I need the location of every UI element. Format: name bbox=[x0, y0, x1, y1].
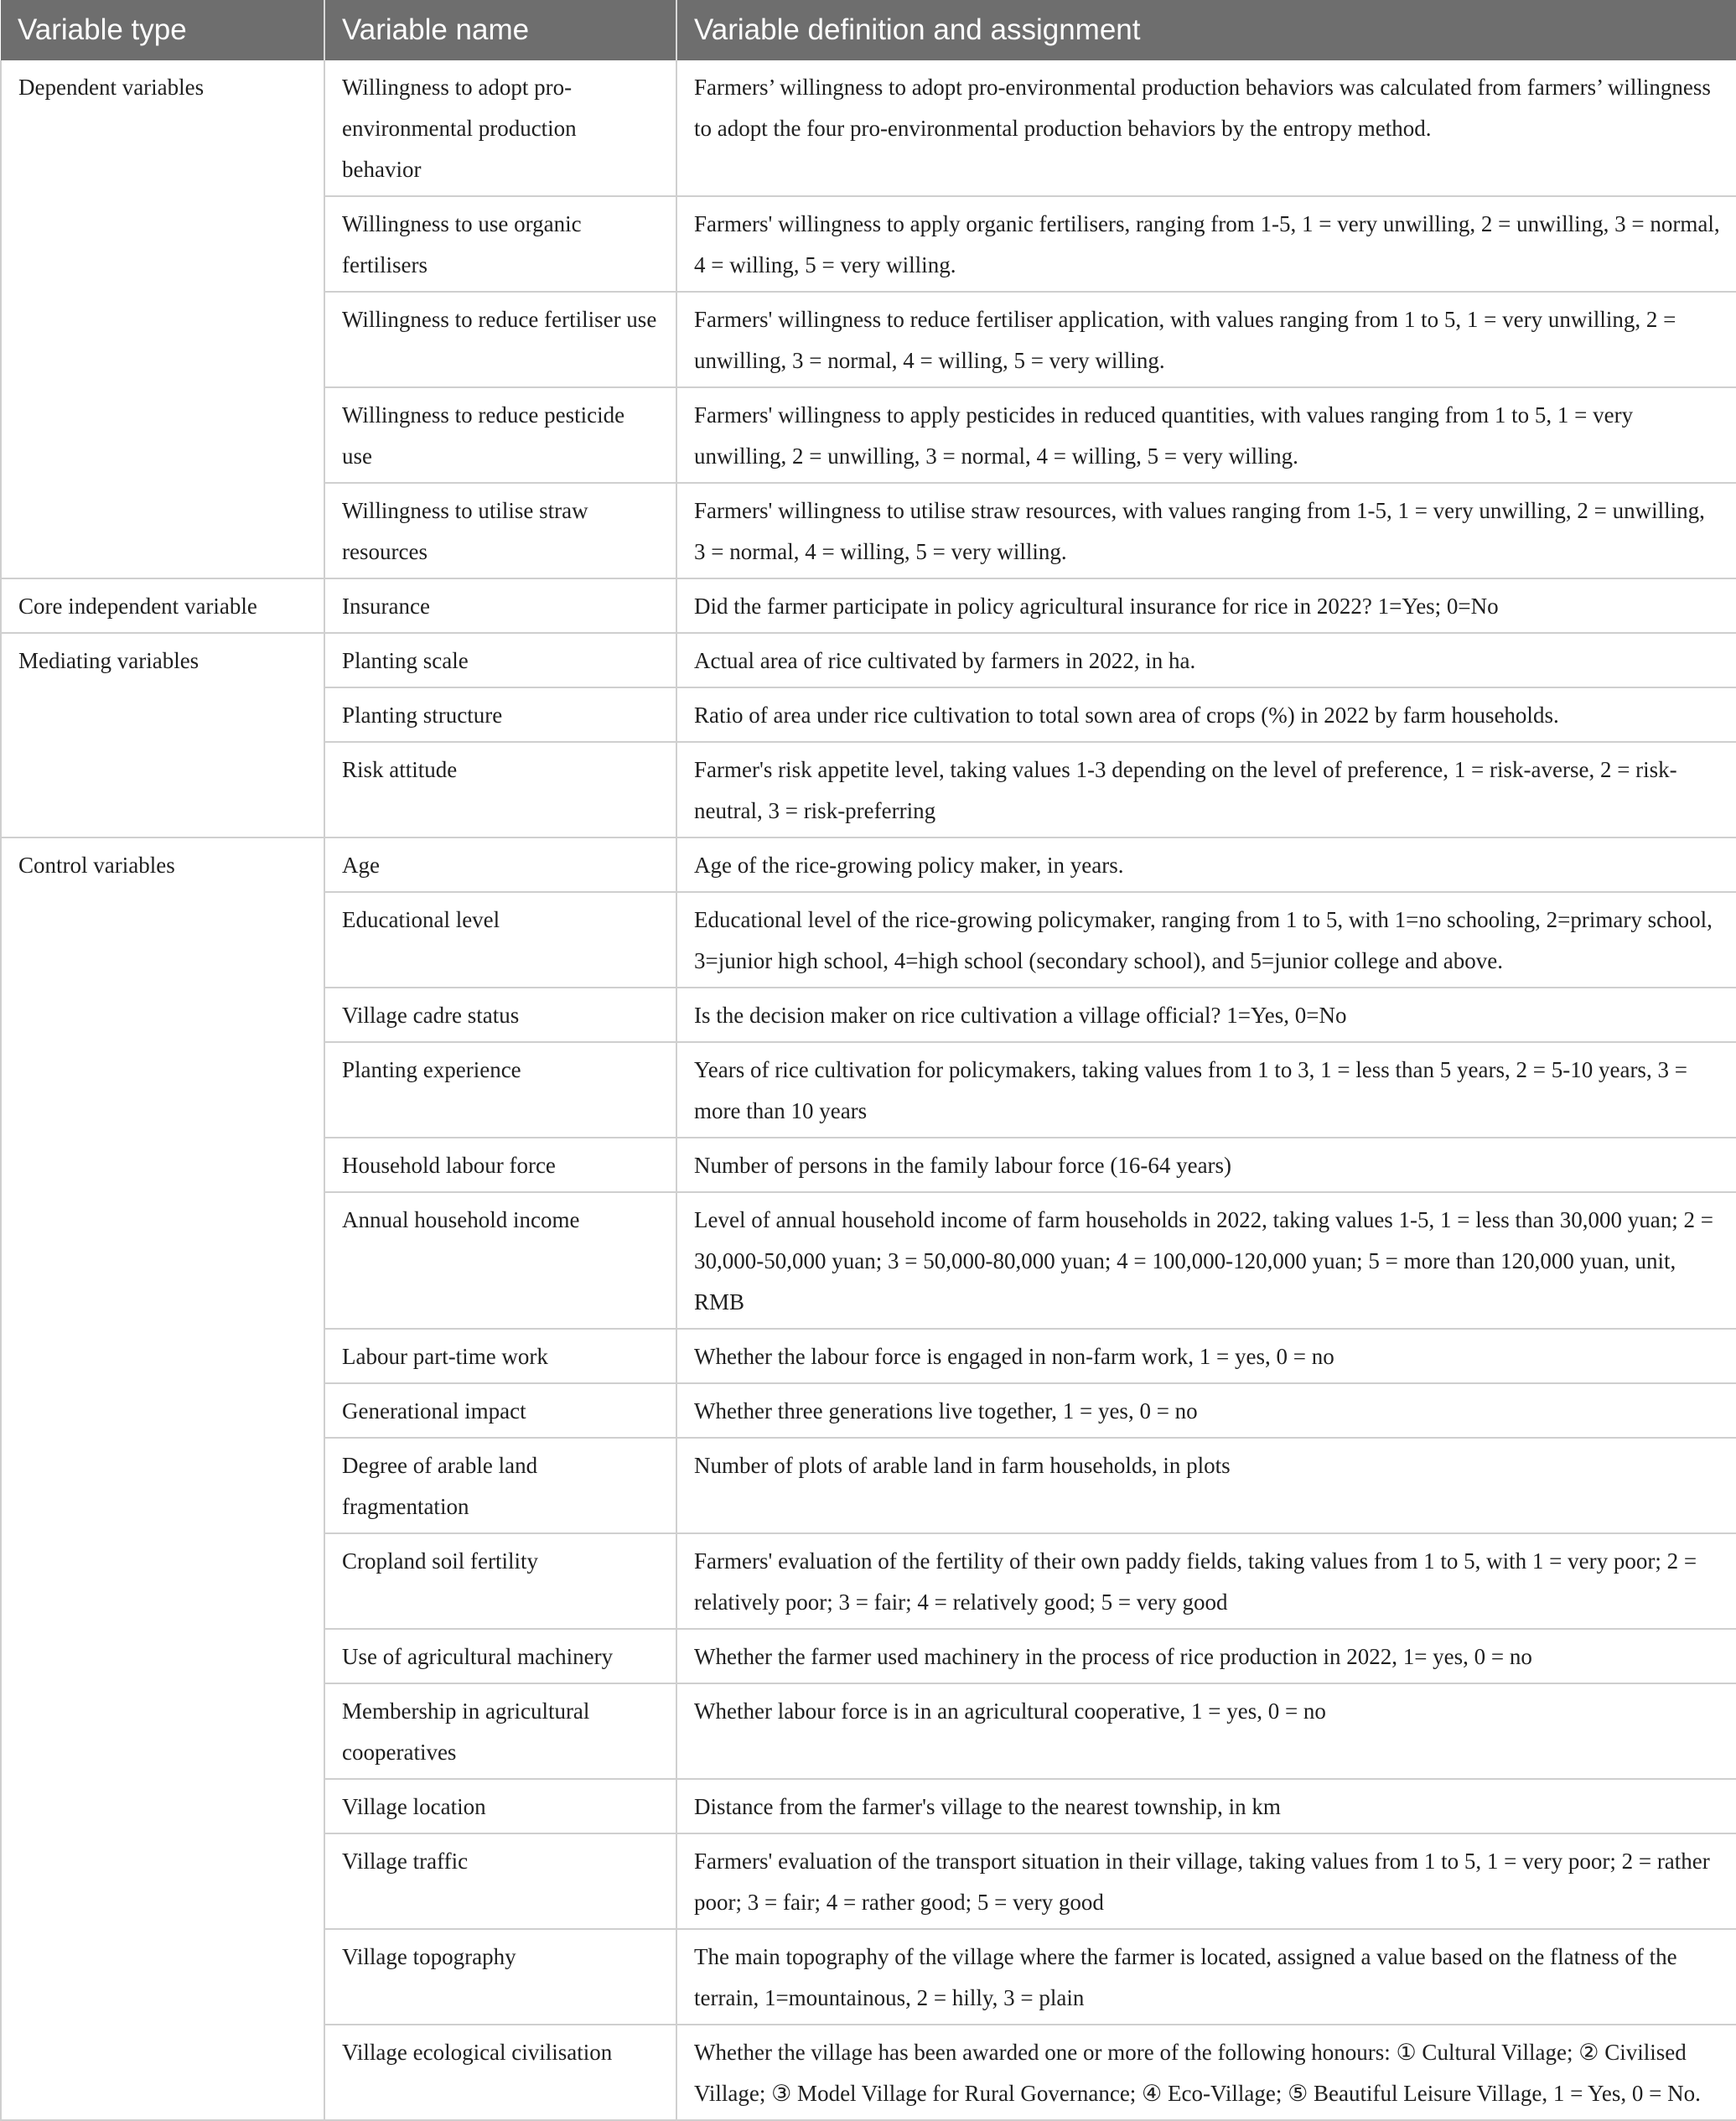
variable-definition-cell: Is the decision maker on rice cultivation a village official? 1=Yes, 0=No bbox=[676, 988, 1736, 1042]
table-row bbox=[1, 838, 1736, 892]
variable-definition-cell: Farmer's risk appetite level, taking values 1-3 depending on the level of preference, 1 = risk-averse, 2 = risk-neutral, 3 = risk-preferring bbox=[676, 742, 1736, 838]
variable-definition-cell: Level of annual household income of farm households in 2022, taking values 1-5, 1 = less than 30,000 yuan; 2 = 30,000-50,000 yuan; 3 = 50,000-80,000 yuan; 4 = 100,000-120,000 yuan; 5 = more than 120,000 yuan, unit, RMB bbox=[676, 1192, 1736, 1329]
header-variable-type: Variable type bbox=[1, 0, 324, 60]
variable-name-cell: Planting scale bbox=[324, 633, 676, 687]
variable-definition-cell: Number of persons in the family labour force (16-64 years) bbox=[676, 1138, 1736, 1192]
variable-definition-cell: Did the farmer participate in policy agricultural insurance for rice in 2022? 1=Yes; 0=No bbox=[676, 578, 1736, 633]
variable-name-cell: Educational level bbox=[324, 892, 676, 988]
variable-type-cell: Dependent variables bbox=[1, 60, 324, 578]
variable-name-cell: Generational impact bbox=[324, 1383, 676, 1438]
variable-name-cell: Willingness to use organic fertilisers bbox=[324, 196, 676, 292]
table-row bbox=[1, 633, 1736, 687]
variable-definition-cell: Whether the village has been awarded one or more of the following honours: ① Cultural Village; ② Civilised Village; ③ Model Village for Rural Governance; ④ Eco-Village; ⑤ Beautiful Leisure Village, 1 = Yes, 0 = No. bbox=[676, 2025, 1736, 2120]
variable-type-cell: Control variables bbox=[1, 838, 324, 2120]
variable-definition-cell: Years of rice cultivation for policymakers, taking values from 1 to 3, 1 = less than 5 years, 2 = 5-10 years, 3 = more than 10 years bbox=[676, 1042, 1736, 1138]
variable-definition-cell: Farmers' willingness to apply organic fertilisers, ranging from 1-5, 1 = very unwilling, 2 = unwilling, 3 = normal, 4 = willing, 5 = very willing. bbox=[676, 196, 1736, 292]
variable-definition-cell: Distance from the farmer's village to the nearest township, in km bbox=[676, 1779, 1736, 1833]
variable-type-cell: Mediating variables bbox=[1, 633, 324, 838]
variable-name-cell: Willingness to adopt pro-environmental production behavior bbox=[324, 60, 676, 196]
variable-name-cell: Village traffic bbox=[324, 1833, 676, 1929]
table-row bbox=[1, 578, 1736, 633]
variable-definition-cell: Whether the farmer used machinery in the process of rice production in 2022, 1= yes, 0 = no bbox=[676, 1629, 1736, 1683]
variable-name-cell: Annual household income bbox=[324, 1192, 676, 1329]
variable-definition-cell: Ratio of area under rice cultivation to total sown area of crops (%) in 2022 by farm households. bbox=[676, 687, 1736, 742]
variable-type-cell: Core independent variable bbox=[1, 578, 324, 633]
variable-definition-cell: Educational level of the rice-growing policymaker, ranging from 1 to 5, with 1=no schooling, 2=primary school, 3=junior high school, 4=high school (secondary school), and 5=junior college and above. bbox=[676, 892, 1736, 988]
variable-definition-cell: The main topography of the village where the farmer is located, assigned a value based on the flatness of the terrain, 1=mountainous, 2 = hilly, 3 = plain bbox=[676, 1929, 1736, 2025]
variable-definition-cell: Actual area of rice cultivated by farmers in 2022, in ha. bbox=[676, 633, 1736, 687]
variable-definition-cell: Farmers' willingness to utilise straw resources, with values ranging from 1-5, 1 = very unwilling, 2 = unwilling, 3 = normal, 4 = willing, 5 = very willing. bbox=[676, 483, 1736, 578]
variable-name-cell: Cropland soil fertility bbox=[324, 1533, 676, 1629]
variable-name-cell: Degree of arable land fragmentation bbox=[324, 1438, 676, 1533]
variable-name-cell: Membership in agricultural cooperatives bbox=[324, 1683, 676, 1779]
variable-definition-cell: Number of plots of arable land in farm households, in plots bbox=[676, 1438, 1736, 1533]
variable-definition-cell: Whether labour force is in an agricultural cooperative, 1 = yes, 0 = no bbox=[676, 1683, 1736, 1779]
variable-definition-cell: Whether the labour force is engaged in non-farm work, 1 = yes, 0 = no bbox=[676, 1329, 1736, 1383]
variable-name-cell: Use of agricultural machinery bbox=[324, 1629, 676, 1683]
variable-definition-cell: Whether three generations live together, 1 = yes, 0 = no bbox=[676, 1383, 1736, 1438]
variable-name-cell: Village ecological civilisation bbox=[324, 2025, 676, 2120]
variable-definition-cell: Farmers' willingness to reduce fertiliser application, with values ranging from 1 to 5, 1 = very unwilling, 2 = unwilling, 3 = normal, 4 = willing, 5 = very willing. bbox=[676, 292, 1736, 387]
variable-name-cell: Willingness to reduce fertiliser use bbox=[324, 292, 676, 387]
variable-name-cell: Risk attitude bbox=[324, 742, 676, 838]
variable-name-cell: Willingness to utilise straw resources bbox=[324, 483, 676, 578]
header-row bbox=[1, 0, 1736, 60]
variable-name-cell: Insurance bbox=[324, 578, 676, 633]
variable-name-cell: Age bbox=[324, 838, 676, 892]
variable-definition-cell: Farmers' evaluation of the transport situation in their village, taking values from 1 to 5, 1 = very poor; 2 = rather poor; 3 = fair; 4 = rather good; 5 = very good bbox=[676, 1833, 1736, 1929]
variable-name-cell: Planting experience bbox=[324, 1042, 676, 1138]
header-variable-definition: Variable definition and assignment bbox=[676, 0, 1736, 60]
table-row bbox=[1, 60, 1736, 196]
variable-definition-cell: Farmers' willingness to apply pesticides in reduced quantities, with values ranging from 1 to 5, 1 = very unwilling, 2 = unwilling, 3 = normal, 4 = willing, 5 = very willing. bbox=[676, 387, 1736, 483]
variable-name-cell: Labour part-time work bbox=[324, 1329, 676, 1383]
variable-definition-cell: Farmers’ willingness to adopt pro-environmental production behaviors was calculated from farmers’ willingness to adopt the four pro-environmental production behaviors by the entropy method. bbox=[676, 60, 1736, 196]
variable-name-cell: Household labour force bbox=[324, 1138, 676, 1192]
header-variable-name: Variable name bbox=[324, 0, 676, 60]
table-header bbox=[1, 0, 1736, 60]
variable-definition-cell: Age of the rice-growing policy maker, in years. bbox=[676, 838, 1736, 892]
variable-name-cell: Planting structure bbox=[324, 687, 676, 742]
variable-definition-cell: Farmers' evaluation of the fertility of their own paddy fields, taking values from 1 to 5, with 1 = very poor; 2 = relatively poor; 3 = fair; 4 = relatively good; 5 = very good bbox=[676, 1533, 1736, 1629]
table-body bbox=[1, 60, 1736, 2120]
variable-name-cell: Village cadre status bbox=[324, 988, 676, 1042]
variable-name-cell: Willingness to reduce pesticide use bbox=[324, 387, 676, 483]
variable-name-cell: Village location bbox=[324, 1779, 676, 1833]
variable-name-cell: Village topography bbox=[324, 1929, 676, 2025]
